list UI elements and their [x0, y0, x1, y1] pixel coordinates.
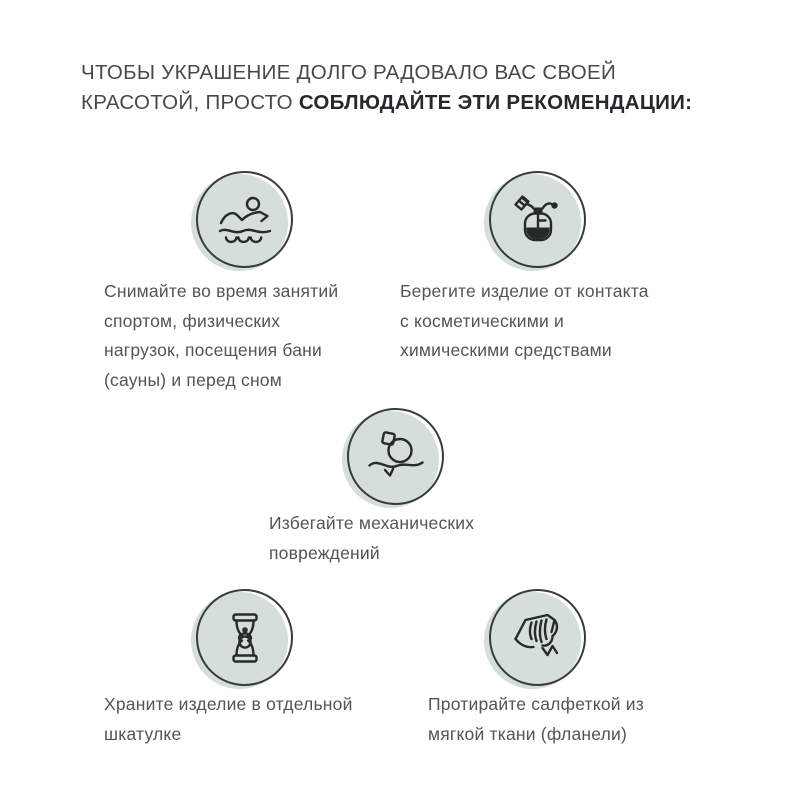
page-title-line1: ЧТОБЫ УКРАШЕНИЕ ДОЛГО РАДОВАЛО ВАС СВОЕЙ	[81, 61, 617, 84]
perfume-atomizer-icon	[508, 190, 568, 250]
wiping-hand-icon	[508, 608, 568, 668]
icon-badge-wiping	[489, 589, 586, 686]
swimmer-icon	[215, 190, 275, 250]
care-note-remove-during-activity: Снимайте во время занятий спортом, физических нагрузок, посещения бани (сауны) и перед сном	[104, 281, 339, 390]
care-note-avoid-damage: Избегайте механических повреждений	[269, 513, 475, 563]
ring-box-icon	[215, 608, 275, 668]
care-note-wipe-cloth: Протирайте салфеткой из мягкой ткани (фланели)	[428, 694, 644, 744]
icon-badge-cosmetics	[489, 171, 586, 268]
damaged-ring-icon	[366, 427, 426, 487]
icon-badge-storage	[196, 589, 293, 686]
care-note-avoid-cosmetics: Берегите изделие от контакта с косметическими и химическими средствами	[400, 281, 649, 360]
page-title	[81, 58, 741, 118]
icon-badge-mechanical-damage	[347, 408, 444, 505]
care-note-store-separately: Храните изделие в отдельной шкатулке	[104, 694, 353, 744]
page-title-line2: КРАСОТОЙ, ПРОСТО	[81, 91, 299, 114]
page-title-emphasis: СОБЛЮДАЙТЕ ЭТИ РЕКОМЕНДАЦИИ:	[298, 91, 693, 114]
icon-badge-swimming	[196, 171, 293, 268]
